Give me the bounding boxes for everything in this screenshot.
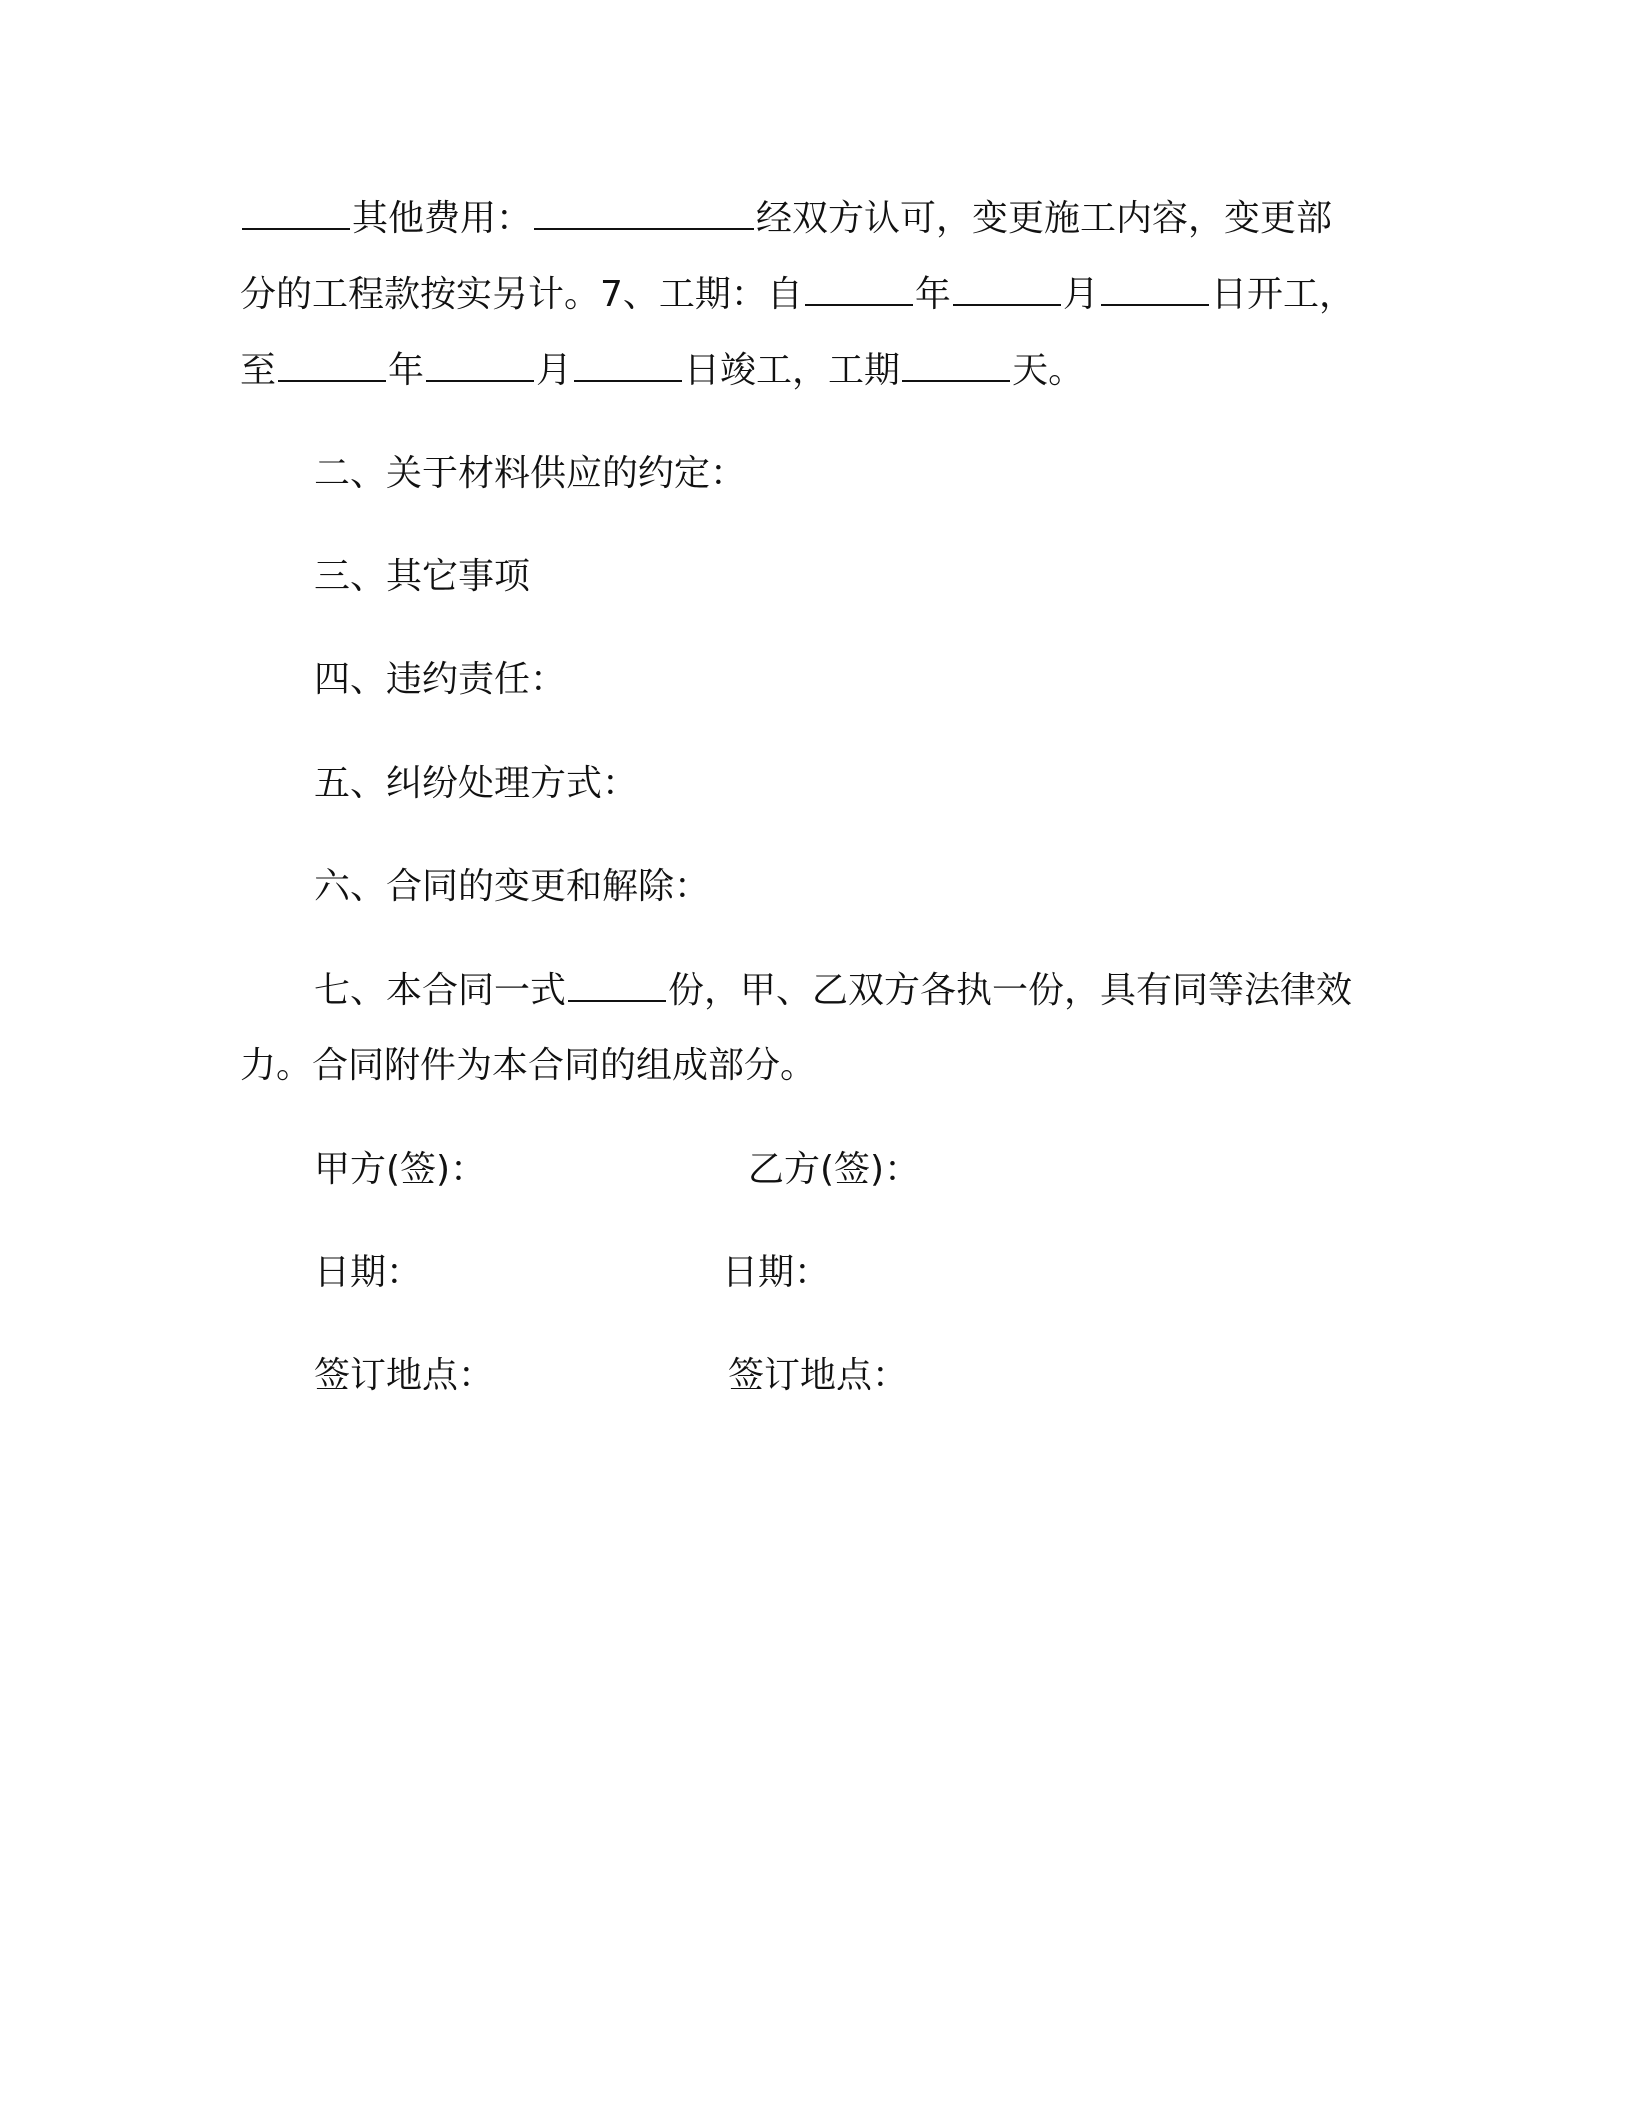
duration-days-blank[interactable] <box>902 348 1010 382</box>
copies-blank[interactable] <box>568 968 666 1002</box>
start-year-blank[interactable] <box>805 272 913 306</box>
section-materials: 二、关于材料供应的约定： <box>314 453 747 494</box>
days-label: 天。 <box>1012 350 1085 391</box>
end-month-blank[interactable] <box>426 348 534 382</box>
start-day-blank[interactable] <box>1101 272 1209 306</box>
party-b-date: 日期： <box>722 1252 831 1293</box>
cost-line <box>240 196 1332 241</box>
copies-text: 七、本合同一式 <box>314 970 567 1011</box>
clause-attachment-line: 力。合同附件为本合同的组成部分。 <box>240 1045 817 1086</box>
end-day-blank[interactable] <box>574 348 682 382</box>
section-other-matters: 三、其它事项 <box>314 556 531 597</box>
month-label: 月 <box>536 350 573 391</box>
schedule-start-line <box>240 272 1355 317</box>
other-costs-label: 其他费用： <box>352 198 533 239</box>
end-year-blank[interactable] <box>278 348 386 382</box>
copies-text-rest: 份，甲、乙双方各执一份，具有同等法律效 <box>668 970 1353 1011</box>
month-label: 月 <box>1062 274 1099 315</box>
blank-field[interactable] <box>534 196 754 230</box>
section-breach-liability: 四、违约责任： <box>314 659 567 700</box>
start-month-blank[interactable] <box>953 272 1061 306</box>
year-label: 年 <box>388 350 425 391</box>
party-a-signature: 甲方(签)： <box>314 1149 487 1190</box>
to-label: 至 <box>240 350 277 391</box>
clause-copies-line <box>314 968 1352 1013</box>
change-text: 经双方认可，变更施工内容，变更部 <box>756 198 1333 239</box>
blank-field[interactable] <box>242 196 350 230</box>
start-label: 日开工， <box>1210 274 1355 315</box>
completion-label: 日竣工，工期 <box>684 350 901 391</box>
schedule-text: 分的工程款按实另计。7、工期：自 <box>240 274 803 315</box>
section-dispute-resolution: 五、纠纷处理方式： <box>314 763 639 804</box>
schedule-end-line <box>240 348 1084 393</box>
party-a-date: 日期： <box>314 1252 423 1293</box>
party-a-signing-place: 签订地点： <box>314 1355 495 1396</box>
party-b-signature: 乙方(签)： <box>748 1149 921 1190</box>
section-change-termination: 六、合同的变更和解除： <box>314 866 711 907</box>
year-label: 年 <box>914 274 951 315</box>
party-b-signing-place: 签订地点： <box>728 1355 909 1396</box>
